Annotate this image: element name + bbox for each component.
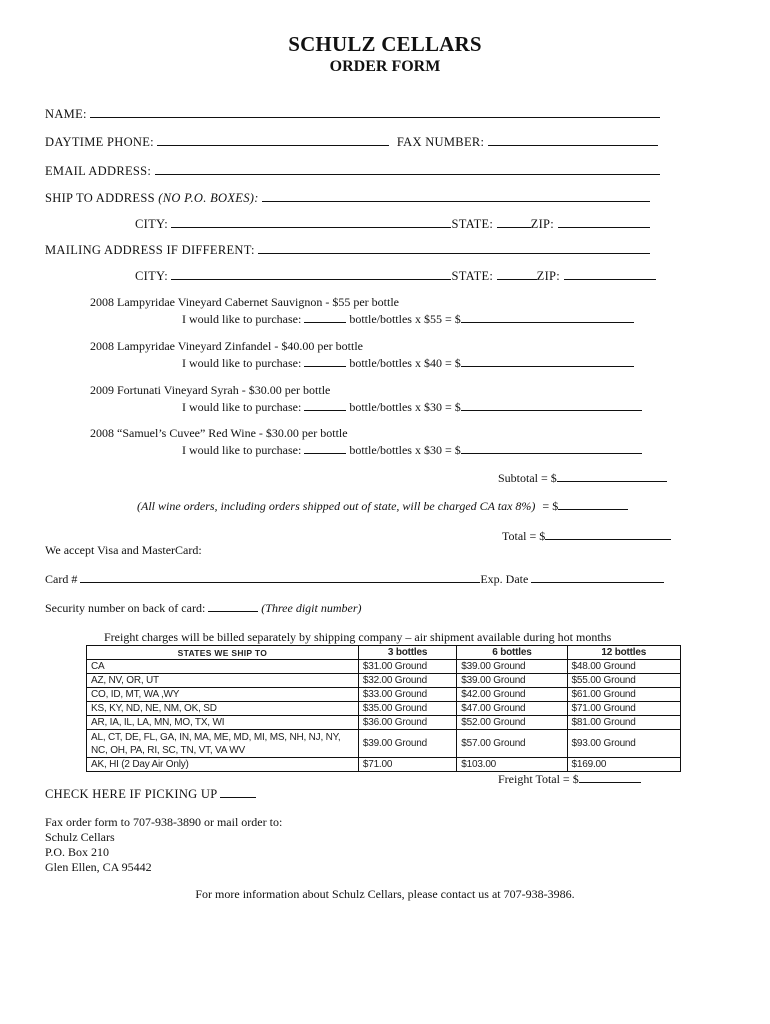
freight-table: [86, 645, 681, 772]
mail-zip-label: ZIP:: [536, 269, 561, 283]
wine-item: [90, 339, 634, 371]
name-label: NAME:: [45, 107, 87, 121]
company-name: Schulz Cellars: [45, 830, 115, 844]
column-header: 6 bottles: [457, 646, 567, 660]
total-row: [502, 528, 671, 544]
table-cell: $33.00 Ground: [358, 688, 456, 702]
phone-field-row: [45, 134, 658, 150]
subtotal-input[interactable]: [557, 470, 667, 482]
mail-zip-input[interactable]: [564, 268, 656, 280]
table-cell: KS, KY, ND, NE, NM, OK, SD: [87, 702, 359, 716]
table-cell: AL, CT, DE, FL, GA, IN, MA, ME, MD, MI, MS, NH, NJ, NY, NC, OH, PA, RI, SC, TN, VT, VA WV: [87, 730, 359, 758]
form-title: SCHULZ CELLARS: [288, 32, 482, 56]
purchase-suffix: bottle/bottles x $30 = $: [349, 443, 461, 457]
daytime-phone-input[interactable]: [157, 134, 389, 146]
daytime-phone-label: DAYTIME PHONE:: [45, 135, 154, 149]
line-total-input[interactable]: [461, 399, 642, 411]
purchase-suffix: bottle/bottles x $40 = $: [349, 356, 461, 370]
ship-to-label: SHIP TO ADDRESS: [45, 191, 155, 205]
purchase-prefix: I would like to purchase:: [182, 400, 302, 414]
wine-item: [90, 383, 642, 415]
table-cell: $42.00 Ground: [457, 688, 567, 702]
freight-total-row: [498, 771, 641, 787]
table-cell: $55.00 Ground: [567, 674, 680, 688]
ship-state-label: STATE:: [451, 217, 494, 231]
table-row: [87, 702, 681, 716]
mailing-input[interactable]: [258, 242, 650, 254]
purchase-prefix: I would like to purchase:: [182, 443, 302, 457]
purchase-suffix: bottle/bottles x $55 = $: [349, 312, 461, 326]
exp-date-label: Exp. Date: [480, 572, 529, 586]
total-input[interactable]: [545, 528, 671, 540]
table-cell: $103.00: [457, 758, 567, 772]
email-input[interactable]: [155, 163, 660, 175]
table-cell: $169.00: [567, 758, 680, 772]
table-row: [87, 674, 681, 688]
table-cell: AR, IA, IL, LA, MN, MO, TX, WI: [87, 716, 359, 730]
tax-row: [137, 498, 628, 514]
tax-input[interactable]: [558, 498, 628, 510]
pickup-label: CHECK HERE IF PICKING UP: [45, 787, 218, 801]
freight-total-label: Freight Total = $: [498, 772, 579, 786]
card-label: Card #: [45, 572, 78, 586]
security-note: (Three digit number): [261, 601, 362, 615]
city-state-zip: Glen Ellen, CA 95442: [45, 860, 152, 874]
table-cell: $71.00: [358, 758, 456, 772]
ship-to-note: (NO P.O. BOXES):: [158, 191, 259, 205]
purchase-prefix: I would like to purchase:: [182, 356, 302, 370]
line-total-input[interactable]: [461, 442, 642, 454]
table-row: [87, 716, 681, 730]
wine-item: [90, 295, 634, 327]
wine-name: 2009 Fortunati Vineyard Syrah - $30.00 per bottle: [90, 383, 331, 397]
card-number-input[interactable]: [80, 571, 480, 583]
exp-date-input[interactable]: [531, 571, 664, 583]
ship-city-label: CITY:: [135, 217, 168, 231]
table-cell: $39.00 Ground: [457, 660, 567, 674]
table-header-row: [87, 646, 681, 660]
table-cell: $48.00 Ground: [567, 660, 680, 674]
email-field-row: [45, 163, 660, 179]
form-subtitle: ORDER FORM: [329, 58, 441, 75]
table-cell: $52.00 Ground: [457, 716, 567, 730]
ship-state-input[interactable]: [497, 216, 531, 228]
table-cell: $61.00 Ground: [567, 688, 680, 702]
total-label: Total = $: [502, 529, 546, 543]
wine-item: [90, 426, 642, 458]
table-cell: $47.00 Ground: [457, 702, 567, 716]
ship-to-field-row: [45, 190, 650, 206]
security-row: [45, 600, 362, 616]
line-total-input[interactable]: [461, 355, 634, 367]
mail-city-label: CITY:: [135, 269, 168, 283]
mail-state-input[interactable]: [497, 268, 537, 280]
fax-number-input[interactable]: [488, 134, 658, 146]
table-cell: $71.00 Ground: [567, 702, 680, 716]
subtotal-row: [498, 470, 667, 486]
table-row: [87, 758, 681, 772]
mail-city-input[interactable]: [171, 268, 451, 280]
ship-to-input[interactable]: [262, 190, 650, 202]
tax-equals: = $: [542, 499, 559, 513]
table-row: [87, 660, 681, 674]
table-cell: $31.00 Ground: [358, 660, 456, 674]
mail-state-label: STATE:: [451, 269, 494, 283]
table-row: [87, 688, 681, 702]
ship-city-input[interactable]: [171, 216, 451, 228]
mail-city-row: [135, 268, 656, 284]
table-cell: $81.00 Ground: [567, 716, 680, 730]
table-cell: $32.00 Ground: [358, 674, 456, 688]
table-cell: CA: [87, 660, 359, 674]
mail-order-block: [45, 815, 282, 875]
wine-name: 2008 Lampyridae Vineyard Cabernet Sauvignon - $55 per bottle: [90, 295, 399, 309]
table-cell: $57.00 Ground: [457, 730, 567, 758]
ship-zip-input[interactable]: [558, 216, 650, 228]
wine-name: 2008 “Samuel’s Cuvee” Red Wine - $30.00 per bottle: [90, 426, 348, 440]
freight-note: Freight charges will be billed separately by shipping company – air shipment available during hot months: [104, 630, 612, 644]
fax-order-line: Fax order form to 707-938-3890 or mail order to:: [45, 815, 283, 829]
ship-city-row: [135, 216, 650, 232]
pickup-checkbox[interactable]: [220, 786, 256, 798]
purchase-suffix: bottle/bottles x $30 = $: [349, 400, 461, 414]
table-cell: $39.00 Ground: [358, 730, 456, 758]
accept-cards-text: We accept Visa and MasterCard:: [45, 543, 202, 557]
ship-zip-label: ZIP:: [530, 217, 555, 231]
more-info-text: For more information about Schulz Cellars, please contact us at 707-938-3986.: [195, 887, 575, 901]
wine-name: 2008 Lampyridae Vineyard Zinfandel - $40.00 per bottle: [90, 339, 363, 353]
table-cell: $36.00 Ground: [358, 716, 456, 730]
security-input[interactable]: [208, 600, 258, 612]
bottle-qty-input[interactable]: [304, 399, 346, 411]
mailing-field-row: [45, 242, 650, 258]
column-header: STATES WE SHIP TO: [87, 646, 359, 660]
column-header: 12 bottles: [567, 646, 680, 660]
table-row: [87, 730, 681, 758]
mailing-label: MAILING ADDRESS IF DIFFERENT:: [45, 243, 255, 257]
po-box: P.O. Box 210: [45, 845, 110, 859]
card-row: [45, 571, 664, 587]
email-label: EMAIL ADDRESS:: [45, 164, 152, 178]
name-input[interactable]: [90, 106, 660, 118]
table-cell: AZ, NV, OR, UT: [87, 674, 359, 688]
tax-note: (All wine orders, including orders shipped out of state, will be charged CA tax 8%): [137, 499, 536, 513]
bottle-qty-input[interactable]: [304, 355, 346, 367]
line-total-input[interactable]: [461, 311, 634, 323]
column-header: 3 bottles: [358, 646, 456, 660]
table-cell: $39.00 Ground: [457, 674, 567, 688]
security-label: Security number on back of card:: [45, 601, 206, 615]
freight-total-input[interactable]: [579, 771, 641, 783]
table-cell: CO, ID, MT, WA ,WY: [87, 688, 359, 702]
purchase-prefix: I would like to purchase:: [182, 312, 302, 326]
bottle-qty-input[interactable]: [304, 311, 346, 323]
table-cell: $93.00 Ground: [567, 730, 680, 758]
pickup-row: [45, 786, 256, 802]
name-field-row: [45, 106, 660, 122]
bottle-qty-input[interactable]: [304, 442, 346, 454]
table-cell: $35.00 Ground: [358, 702, 456, 716]
subtotal-label: Subtotal = $: [498, 471, 557, 485]
table-cell: AK, HI (2 Day Air Only): [87, 758, 359, 772]
fax-number-label: FAX NUMBER:: [396, 135, 485, 149]
